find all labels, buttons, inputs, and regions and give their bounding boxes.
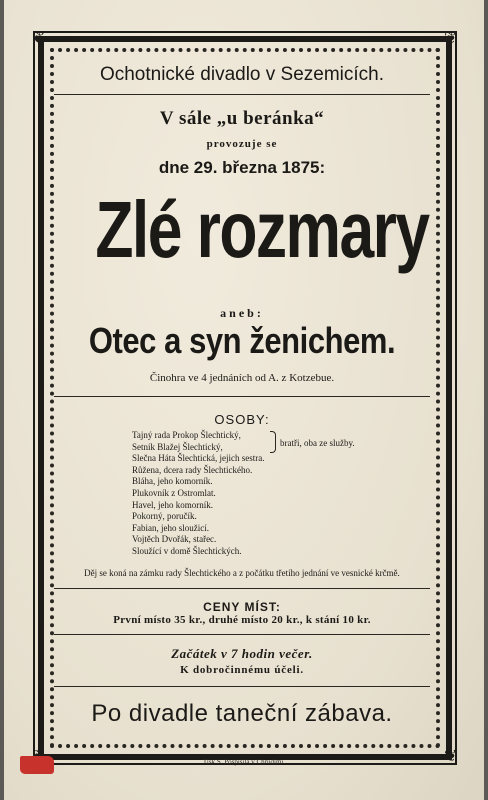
cast-list — [132, 430, 264, 558]
play-subtitle: Otec a syn ženichem. — [88, 320, 396, 361]
divider — [54, 588, 430, 589]
play-title: Zlé rozmary — [95, 185, 429, 274]
charity-purpose: K dobročinnému účeli. — [180, 664, 304, 676]
organizer: Ochotnické divadlo v Sezemicích. — [99, 64, 385, 85]
genre-author: Činohra ve 4 jednáních od A. z Kotzebue. — [149, 372, 335, 384]
cast-member: Pokorný, poručík. — [132, 511, 197, 522]
divider — [54, 396, 430, 397]
prices-heading: CENY MÍST: — [203, 600, 281, 614]
cast-member: Bláha, jeho komorník. — [132, 476, 213, 487]
provozuje-text: provozuje se — [206, 138, 278, 150]
scene-note: Děj se koná na zámku rady Šlechtického a z počátku třetího jednání ve vesnické krčmě. — [84, 568, 400, 578]
cast-member: Fabian, jeho sloužicí. — [132, 522, 209, 533]
cast-member: Vojtěch Dvořák, stařec. — [132, 534, 217, 545]
divider — [54, 634, 430, 635]
cast-member: Havel, jeho komorník. — [132, 499, 213, 510]
corner-ornament-icon: ❦ — [444, 746, 458, 765]
divider — [54, 94, 430, 95]
cast-member: Sloužící v domě Šlechtických. — [132, 545, 242, 556]
cast-member: Plukovník z Ostromlat. — [132, 487, 216, 498]
aneb-text: aneb: — [220, 306, 264, 320]
performance-date: dne 29. března 1875: — [158, 158, 326, 177]
venue: V sále „u beránka“ — [159, 108, 325, 129]
inner-dotted-border — [50, 48, 440, 748]
brothers-note: bratři, oba ze služby. — [280, 438, 355, 448]
cast-member: Tajný rada Prokop Šlechtický, — [132, 430, 241, 440]
cast-member: Setník Blažej Šlechtický, — [132, 441, 223, 452]
cast-heading: OSOBY: — [214, 412, 270, 427]
after-show-dance: Po divadle taneční zábava. — [91, 700, 393, 727]
cast-member: Růžena, dcera rady Šlechtického. — [132, 464, 253, 475]
printer-credit: Tisk S. Pospíšila v Chrudimi. — [202, 758, 286, 766]
cast-member: Slečna Háta Šlechtická, jejich sestra. — [132, 453, 265, 464]
start-time: Začátek v 7 hodin večer. — [171, 646, 313, 661]
divider — [54, 686, 430, 687]
prices-text: První místo 35 kr., druhé místo 20 kr., k stání 10 kr. — [113, 614, 371, 626]
brace — [270, 431, 276, 453]
corner-ornament-icon: ❦ — [444, 28, 458, 47]
corner-ornament-icon: ❦ — [32, 28, 46, 47]
